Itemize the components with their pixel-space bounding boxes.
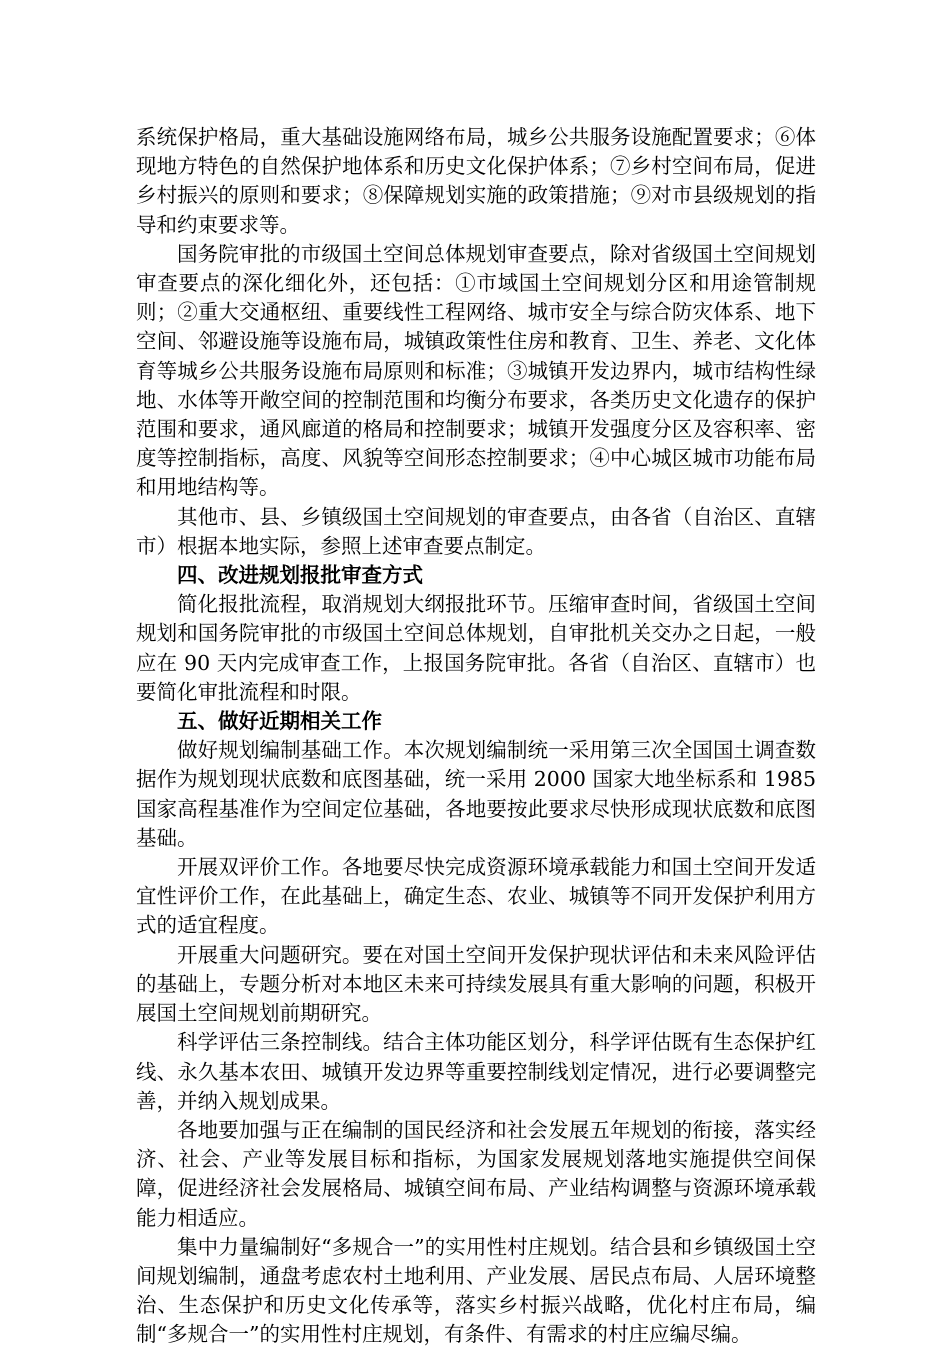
body-paragraph: 其他市、县、乡镇级国土空间规划的审查要点，由各省（自治区、直辖市）根据本地实际，参照上述审查要点制定。 — [136, 504, 816, 558]
body-paragraph: 简化报批流程，取消规划大纲报批环节。压缩审查时间，省级国土空间规划和国务院审批的市级国土空间总体规划，自审批机关交办之日起，一般应在 90 天内完成审查工作，上报国务院审批。各省（自治区、直辖市）也要简化审批流程和时限。 — [136, 592, 816, 704]
body-paragraph: 科学评估三条控制线。结合主体功能区划分，科学评估既有生态保护红线、永久基本农田、城镇开发边界等重要控制线划定情况，进行必要调整完善，并纳入规划成果。 — [136, 1030, 816, 1113]
body-paragraph: 开展双评价工作。各地要尽快完成资源环境承载能力和国土空间开发适宜性评价工作，在此基础上，确定生态、农业、城镇等不同开发保护利用方式的适宜程度。 — [136, 855, 816, 938]
section-heading: 五、做好近期相关工作 — [177, 709, 382, 734]
body-paragraph: 做好规划编制基础工作。本次规划编制统一采用第三次全国国土调查数据作为规划现状底数和底图基础，统一采用 2000 国家大地坐标系和 1985 国家高程基准作为空间定位基础，各地要按此要求尽快形成现状底数和底图基础。 — [136, 738, 816, 850]
body-paragraph: 集中力量编制好“多规合一”的实用性村庄规划。结合县和乡镇级国土空间规划编制，通盘考虑农村土地利用、产业发展、居民点布局、人居环境整治、生态保护和历史文化传承等，落实乡村振兴战略，优化村庄布局，编制“多规合一”的实用性村庄规划，有条件、有需求的村庄应编尽编。 — [136, 1234, 816, 1347]
body-paragraph: 各地要加强与正在编制的国民经济和社会发展五年规划的衔接，落实经济、社会、产业等发展目标和指标，为国家发展规划落地实施提供空间保障，促进经济社会发展格局、城镇空间布局、产业结构调整与资源环境承载能力相适应。 — [136, 1117, 816, 1230]
body-paragraph: 开展重大问题研究。要在对国土空间开发保护现状评估和未来风险评估的基础上，专题分析对本地区未来可持续发展具有重大影响的问题，积极开展国土空间规划前期研究。 — [136, 942, 816, 1026]
document-body — [136, 123, 816, 1350]
section-heading: 四、改进规划报批审查方式 — [177, 563, 423, 588]
body-paragraph: 国务院审批的市级国土空间总体规划审查要点，除对省级国土空间规划审查要点的深化细化外，还包括：①市域国土空间规划分区和用途管制规则；②重大交通枢纽、重要线性工程网络、城市安全与综合防灾体系、地下空间、邻避设施等设施布局，城镇政策性住房和教育、卫生、养老、文化体育等城乡公共服务设施布局原则和标准；③城镇开发边界内，城市结构性绿地、水体等开敞空间的控制范围和均衡分布要求，各类历史文化遗存的保护范围和要求，通风廊道的格局和控制要求；城镇开发强度分区及容积率、密度等控制指标，高度、风貌等空间形态控制要求；④中心城区城市功能布局和用地结构等。 — [136, 241, 816, 500]
body-paragraph: 系统保护格局，重大基础设施网络布局，城乡公共服务设施配置要求；⑥体现地方特色的自然保护地体系和历史文化保护体系；⑦乡村空间布局，促进乡村振兴的原则和要求；⑧保障规划实施的政策措施；⑨对市县级规划的指导和约束要求等。 — [136, 125, 816, 237]
